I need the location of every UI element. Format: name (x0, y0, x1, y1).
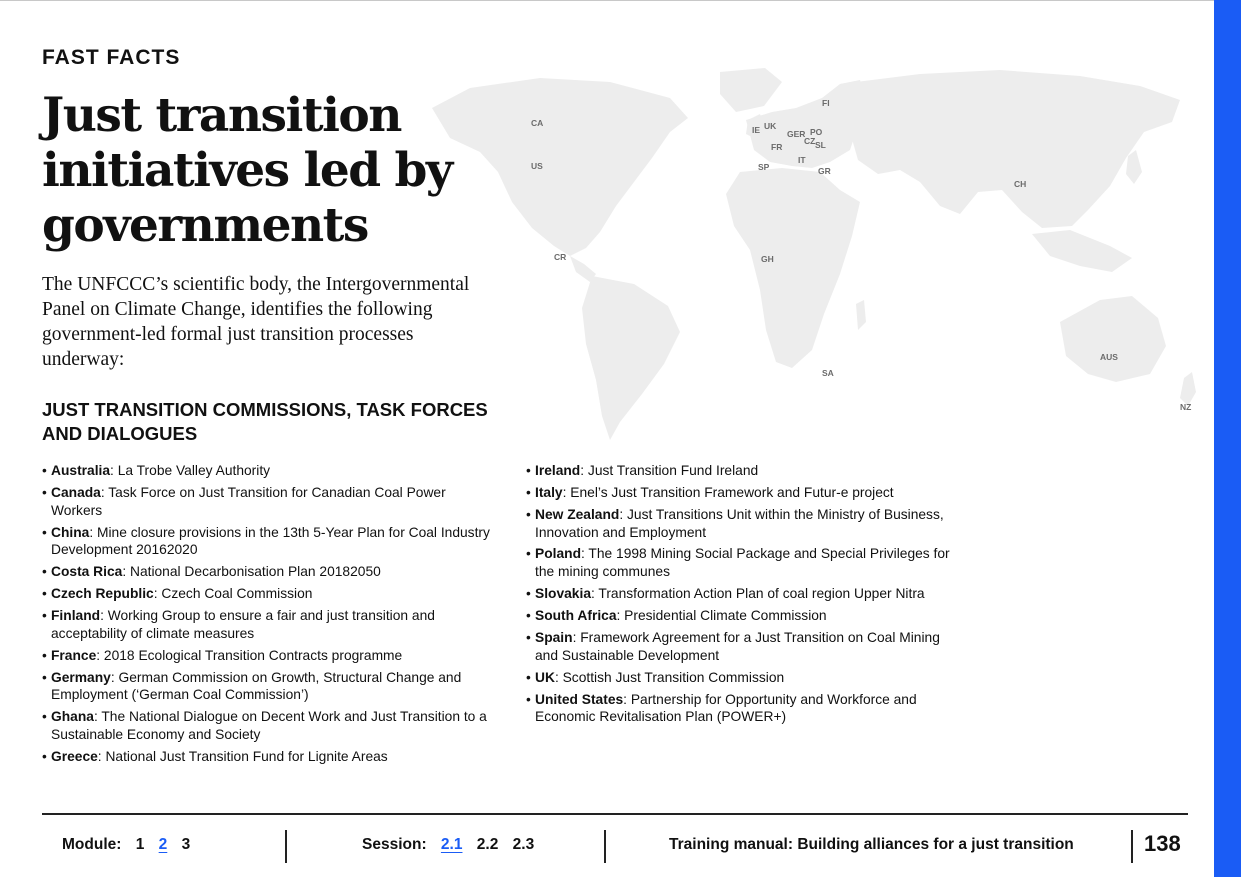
map-label-po: PO (810, 127, 823, 137)
list-item-country: Germany (51, 669, 111, 685)
list-item-country: Finland (51, 608, 101, 624)
list-item-text: : Czech Coal Commission (153, 586, 313, 602)
list-item-text: : Framework Agreement for a Just Transition on Coal Mining and Sustainable Development (535, 629, 940, 663)
world-map-svg (420, 60, 1210, 450)
list-item (526, 691, 966, 727)
list-item-text: : 2018 Ecological Transition Contracts programme (96, 647, 403, 663)
list-item-country: New Zealand (535, 506, 620, 522)
landmass-japan (1126, 150, 1142, 184)
list-item (42, 669, 492, 705)
landmass-australia (1060, 296, 1166, 382)
module-link-2[interactable]: 2 (158, 836, 168, 853)
map-label-us: US (531, 161, 543, 171)
list-item-country: France (51, 647, 97, 663)
list-item-country: United States (535, 691, 624, 707)
intro-paragraph: The UNFCCC’s scientific body, the Intergovernmental Panel on Climate Change, identifies the following government-led formal just transition processes underway: (42, 274, 470, 370)
page-number: 138 (1144, 831, 1181, 856)
list-item (526, 585, 966, 603)
map-landmasses (432, 68, 1196, 440)
list-item (42, 462, 492, 480)
list-item (42, 708, 492, 744)
list-item (526, 462, 966, 480)
footer-divider (604, 830, 606, 863)
list-item (42, 647, 492, 665)
footer-divider (1131, 830, 1133, 863)
initiatives-list-right (526, 462, 966, 730)
list-item-country: Slovakia (535, 586, 591, 602)
footer-rule (42, 813, 1188, 815)
map-label-ger: GER (787, 129, 806, 139)
list-item-text: : The National Dialogue on Decent Work and Just Transition to a Sustainable Economy and Society (51, 709, 487, 743)
map-label-aus: AUS (1100, 352, 1118, 362)
list-item-text: : Presidential Climate Commission (616, 608, 827, 624)
session-label: Session: (362, 836, 427, 853)
session-link-2-3[interactable]: 2.3 (512, 836, 535, 853)
footer-divider (285, 830, 287, 863)
map-label-it: IT (798, 155, 806, 165)
list-item-country: Australia (51, 463, 111, 478)
list-item-country: Czech Republic (51, 586, 154, 602)
module-link-3[interactable]: 3 (181, 836, 191, 853)
list-item-text: : National Decarbonisation Plan 20182050 (122, 564, 381, 580)
list-item-text: : Mine closure provisions in the 13th 5-Year Plan for Coal Industry Development 20162020 (51, 524, 490, 558)
landmass-asia (840, 70, 1180, 228)
list-item-country: Ghana (51, 709, 94, 725)
list-item-text: : National Just Transition Fund for Lignite Areas (97, 749, 388, 764)
list-item (526, 545, 966, 581)
initiatives-list-left (42, 462, 492, 770)
list-item (42, 748, 492, 766)
map-label-ch: CH (1014, 179, 1027, 189)
map-label-sl: SL (815, 140, 826, 150)
landmass-greenland (720, 68, 782, 112)
map-label-nz: NZ (1180, 402, 1192, 412)
session-link-2-2[interactable]: 2.2 (476, 836, 499, 853)
list-item-text: : Partnership for Opportunity and Workforce and Economic Revitalisation Plan (POWER+) (535, 691, 917, 725)
list-item-text: : Task Force on Just Transition for Canadian Coal Power Workers (51, 484, 446, 518)
list-item-text: : Enel’s Just Transition Framework and Futur-e project (562, 484, 894, 500)
section-heading: JUST TRANSITION COMMISSIONS, TASK FORCES AND DIALOGUES (42, 399, 488, 444)
section-kicker: FAST FACTS (42, 46, 181, 69)
list-item-text: : Scottish Just Transition Commission (554, 669, 785, 685)
list-item (42, 524, 492, 560)
list-item (526, 607, 966, 625)
list-item (42, 585, 492, 603)
list-item (42, 607, 492, 643)
map-label-gr: GR (818, 166, 831, 176)
map-label-fi: FI (822, 98, 830, 108)
list-item-text: : Just Transitions Unit within the Ministry of Business, Innovation and Employment (535, 506, 944, 540)
list-item (42, 484, 492, 520)
list-item-text: : The 1998 Mining Social Package and Special Privileges for the mining communes (535, 546, 950, 580)
map-label-fr: FR (771, 142, 783, 152)
list-item-country: Italy (535, 484, 563, 500)
top-rule (0, 0, 1214, 1)
world-map (420, 60, 1210, 450)
map-label-ie: IE (752, 125, 761, 135)
list-item-text: : German Commission on Growth, Structural Change and Employment (‘German Coal Commission’) (51, 669, 462, 703)
landmass-madagascar (856, 300, 866, 330)
list-item-text: : La Trobe Valley Authority (110, 463, 271, 478)
map-label-gh: GH (761, 254, 774, 264)
list-item-country: Spain (535, 629, 573, 645)
landmass-new-zealand (1180, 372, 1196, 406)
map-label-sp: SP (758, 162, 770, 172)
list-item-text: : Transformation Action Plan of coal region Upper Nitra (591, 586, 925, 602)
list-item (526, 484, 966, 502)
list-item-text: : Just Transition Fund Ireland (580, 463, 759, 478)
list-item-text: : Working Group to ensure a fair and just transition and acceptability of climate measures (51, 608, 435, 641)
manual-title: Training manual: Building alliances for a just transition (669, 836, 1074, 853)
module-label: Module: (62, 836, 122, 853)
module-nav (62, 836, 190, 854)
session-link-2-1[interactable]: 2.1 (440, 836, 463, 853)
page-title: Just transition initiatives led by governments (42, 88, 452, 253)
map-label-uk: UK (764, 121, 777, 131)
map-label-ca: CA (531, 118, 544, 128)
module-link-1[interactable]: 1 (135, 836, 145, 853)
map-label-cr: CR (554, 252, 567, 262)
list-item (526, 629, 966, 665)
list-item-country: Costa Rica (51, 564, 123, 580)
list-item-country: China (51, 524, 90, 540)
list-item-country: UK (535, 669, 555, 685)
list-item-country: South Africa (535, 608, 617, 624)
list-item (42, 563, 492, 581)
landmass-africa (726, 168, 860, 368)
list-item (526, 669, 966, 687)
session-nav (362, 836, 534, 854)
list-item-country: Canada (51, 484, 101, 500)
list-item (526, 506, 966, 542)
landmass-south-america (582, 276, 680, 440)
list-item-country: Greece (51, 749, 98, 764)
map-label-sa: SA (822, 368, 834, 378)
side-accent-bar (1214, 0, 1241, 877)
list-item-country: Ireland (535, 463, 581, 478)
landmass-southeast-asia (1032, 230, 1132, 272)
map-label-cz: CZ (804, 136, 816, 146)
list-item-country: Poland (535, 546, 581, 562)
